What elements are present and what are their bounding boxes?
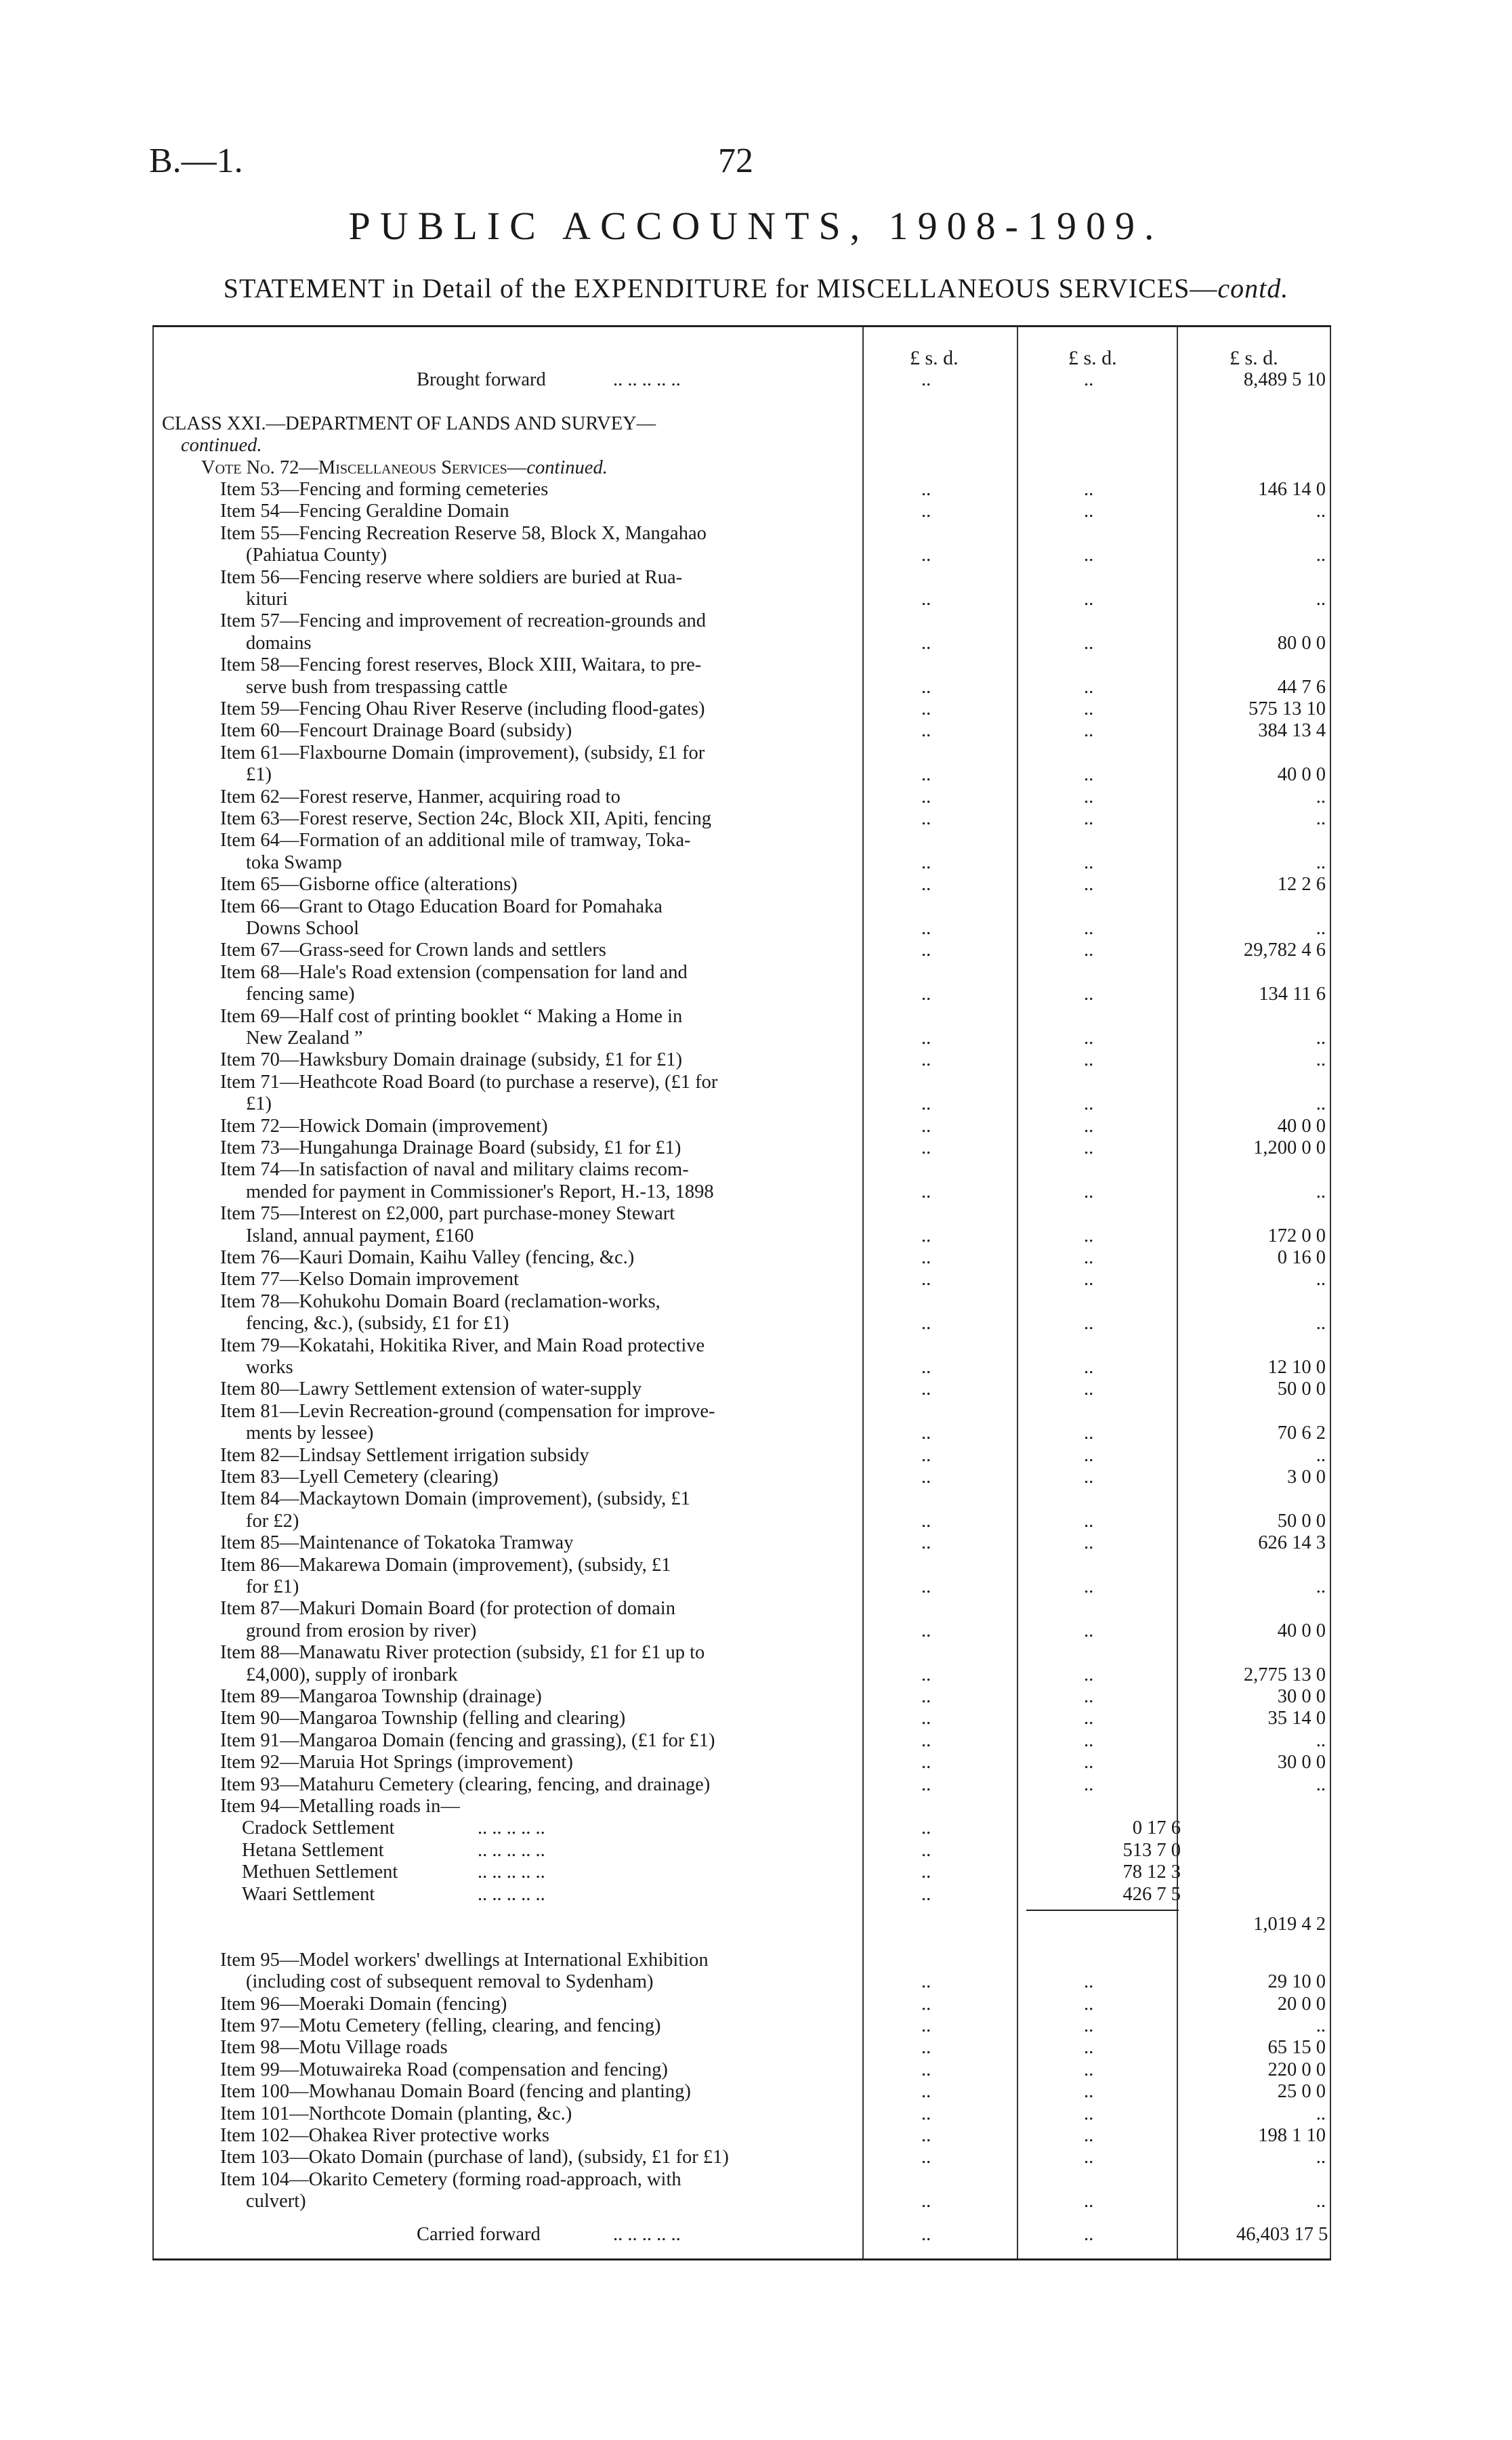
item-total: .. [1316, 851, 1326, 873]
col1-dots: .. [921, 1861, 931, 1883]
item-row-cont: (Pahiatua County) [246, 545, 387, 566]
col1-dots: .. [921, 808, 931, 829]
col1-dots: .. [921, 1247, 931, 1268]
col1-dots: .. [921, 1467, 931, 1488]
column-divider-3 [1177, 327, 1178, 2258]
item-total: .. [1316, 589, 1326, 610]
item-total: 40 0 0 [1277, 1620, 1326, 1641]
col1-dots: .. [921, 851, 931, 873]
col2-dots: .. [1084, 545, 1094, 566]
item-row-text: Item 72—Howick Domain (improvement) [220, 1115, 548, 1137]
item-row-cont: Downs School [246, 918, 360, 939]
item-total: .. [1316, 501, 1326, 522]
item-row-text: Item 53—Fencing and forming cemeteries [220, 479, 549, 500]
metalling-settlement-amount: 513 7 0 [1122, 1839, 1181, 1861]
item-total: .. [1316, 1313, 1326, 1334]
item-row-cont: culvert) [246, 2191, 306, 2212]
col2-dots: .. [1084, 1269, 1094, 1290]
col1-dots: .. [921, 632, 931, 654]
item-total: .. [1316, 786, 1326, 807]
col2-dots: .. [1084, 1115, 1094, 1137]
col1-dots: .. [921, 2037, 931, 2059]
item-total: .. [1316, 2147, 1326, 2168]
item-row-text: Item 82—Lindsay Settlement irrigation subsidy [220, 1444, 589, 1466]
col1-dots: .. [921, 1773, 931, 1795]
class-heading: CLASS XXI.—DEPARTMENT OF LANDS AND SURVEY— [162, 413, 656, 434]
item-row-cont: fencing, &c.), (subsidy, £1 for £1) [246, 1313, 509, 1334]
carried-forward-label: Carried forward [417, 2223, 541, 2245]
col2-dots: .. [1084, 2191, 1094, 2212]
item-row-cont: ments by lessee) [246, 1423, 374, 1444]
col1-dots: .. [921, 1686, 931, 1707]
item-row-text: Item 97—Motu Cemetery (felling, clearing, and fencing) [220, 2015, 661, 2036]
item-row-text: Item 60—Fencourt Drainage Board (subsidy) [220, 720, 572, 742]
col1-dots: .. [921, 2081, 931, 2103]
col1-dots: .. [921, 501, 931, 522]
item-row-text: Item 92—Maruia Hot Springs (improvement) [220, 1752, 573, 1773]
currency-header-col2: £ s. d. [1068, 347, 1117, 369]
item-total: 626 14 3 [1258, 1532, 1326, 1554]
item-row-cont: for £1) [246, 1576, 299, 1597]
item-row-text: Item 69—Half cost of printing booklet “ Making a Home in [220, 1005, 683, 1027]
metalling-settlement-name: Cradock Settlement [242, 1817, 395, 1839]
col2-dots: .. [1084, 1247, 1094, 1268]
item-row-text: Item 54—Fencing Geraldine Domain [220, 501, 509, 522]
col2-dots: .. [1084, 851, 1094, 873]
table-bottom-rule [152, 2258, 1331, 2260]
page-number: 72 [718, 142, 753, 180]
item-total: .. [1316, 918, 1326, 939]
metalling-settlement-amount: 78 12 3 [1122, 1861, 1181, 1883]
item-total: .. [1316, 1729, 1326, 1751]
item-row-text: Item 57—Fencing and improvement of recreation-grounds and [220, 610, 707, 632]
col2-dots: .. [1084, 632, 1094, 654]
subtitle-contd: contd. [1217, 273, 1289, 303]
item-row-text: Item 87—Makuri Domain Board (for protection of domain [220, 1598, 675, 1620]
item-row-text: Item 80—Lawry Settlement extension of water-supply [220, 1379, 642, 1400]
col2-dots: .. [1084, 2223, 1094, 2245]
item-total: .. [1316, 545, 1326, 566]
item-total: .. [1316, 1576, 1326, 1597]
item-row-text: Item 94—Metalling roads in— [220, 1796, 460, 1817]
item-row-cont: Island, annual payment, £160 [246, 1225, 474, 1246]
item-row-text: Item 73—Hungahunga Drainage Board (subsidy, £1 for £1) [220, 1137, 681, 1158]
item-total: 40 0 0 [1277, 764, 1326, 786]
item-total: 172 0 0 [1267, 1225, 1326, 1246]
item-row-text: Item 56—Fencing reserve where soldiers are buried at Rua- [220, 566, 683, 588]
col2-dots: .. [1084, 1444, 1094, 1466]
currency-header-col3: £ s. d. [1230, 347, 1278, 369]
col1-dots: .. [921, 1664, 931, 1685]
item-row-text: Item 102—Ohakea River protective works [220, 2125, 549, 2146]
item-row-text: Item 104—Okarito Cemetery (forming road-approach, with [220, 2168, 681, 2190]
item-row-text: Item 68—Hale's Road extension (compensation for land and [220, 961, 688, 983]
col1-dots: .. [921, 369, 931, 390]
col2-dots: .. [1084, 874, 1094, 896]
col2-dots: .. [1084, 1576, 1094, 1597]
item-total: .. [1316, 1773, 1326, 1795]
item-row-cont: kituri [246, 589, 288, 610]
col1-dots: .. [921, 764, 931, 786]
col1-dots: .. [921, 1729, 931, 1751]
col1-dots: .. [921, 1269, 931, 1290]
item-total: 50 0 0 [1277, 1510, 1326, 1532]
item-total: 30 0 0 [1277, 1686, 1326, 1707]
item-row-cont: (including cost of subsequent removal to Sydenham) [246, 1971, 654, 1993]
item-total: 2,775 13 0 [1243, 1664, 1326, 1685]
item-total: 3 0 0 [1287, 1467, 1326, 1488]
item-total: 35 14 0 [1267, 1708, 1326, 1729]
col2-dots: .. [1084, 589, 1094, 610]
col1-dots: .. [921, 1181, 931, 1202]
item-row-text: Item 58—Fencing forest reserves, Block XIII, Waitara, to pre- [220, 654, 702, 676]
metalling-total: 1,019 4 2 [1253, 1914, 1326, 1935]
metalling-settlement-name: Waari Settlement [242, 1883, 375, 1905]
col1-dots: .. [921, 545, 931, 566]
item-row-cont: domains [246, 632, 312, 654]
item-total: .. [1316, 1444, 1326, 1466]
col2-dots: .. [1084, 1137, 1094, 1158]
col1-dots: .. [921, 698, 931, 719]
col2-dots: .. [1084, 1664, 1094, 1685]
item-row-text: Item 95—Model workers' dwellings at International Exhibition [220, 1949, 709, 1971]
vote-heading-cont: continued. [526, 457, 608, 478]
col2-dots: .. [1084, 1532, 1094, 1554]
metalling-settlement-name: Hetana Settlement [242, 1839, 384, 1861]
item-row-text: Item 67—Grass-seed for Crown lands and settlers [220, 940, 606, 961]
item-row-cont: serve bush from trespassing cattle [246, 676, 508, 698]
carried-forward-total: 46,403 17 5 [1236, 2223, 1328, 2245]
col1-dots: .. [921, 1532, 931, 1554]
col1-dots: .. [921, 786, 931, 807]
item-row-text: Item 61—Flaxbourne Domain (improvement), (subsidy, £1 for [220, 742, 705, 763]
col2-dots: .. [1084, 984, 1094, 1005]
item-row-text: Item 77—Kelso Domain improvement [220, 1269, 519, 1290]
item-total: 25 0 0 [1277, 2081, 1326, 2103]
col2-dots: .. [1084, 1971, 1094, 1993]
col2-dots: .. [1084, 764, 1094, 786]
col2-dots: .. [1084, 1467, 1094, 1488]
item-row-text: Item 99—Motuwaireka Road (compensation and fencing) [220, 2059, 668, 2080]
col1-dots: .. [921, 1313, 931, 1334]
subtitle-main: STATEMENT in Detail of the EXPENDITURE for MISCELLANEOUS SERVICES— [223, 273, 1218, 303]
col2-dots: .. [1084, 369, 1094, 390]
item-row-text: Item 74—In satisfaction of naval and military claims recom- [220, 1159, 689, 1181]
item-row-text: Item 64—Formation of an additional mile of tramway, Toka- [220, 830, 691, 851]
item-row-cont: ground from erosion by river) [246, 1620, 477, 1641]
item-row-cont: for £2) [246, 1510, 299, 1532]
col2-dots: .. [1084, 2037, 1094, 2059]
item-total: 50 0 0 [1277, 1379, 1326, 1400]
currency-header-col1: £ s. d. [910, 347, 959, 369]
col1-dots: .. [921, 874, 931, 896]
col2-dots: .. [1084, 1313, 1094, 1334]
col1-dots: .. [921, 1444, 931, 1466]
item-row-text: Item 63—Forest reserve, Section 24c, Block XII, Apiti, fencing [220, 808, 711, 829]
col1-dots: .. [921, 1225, 931, 1246]
col1-dots: .. [921, 1576, 931, 1597]
item-total: .. [1316, 1093, 1326, 1115]
col1-dots: .. [921, 1752, 931, 1773]
column-divider-2 [1017, 327, 1018, 2258]
item-total: 40 0 0 [1277, 1115, 1326, 1137]
item-row-text: Item 81—Levin Recreation-ground (compensation for improve- [220, 1400, 715, 1422]
item-total: 44 7 6 [1277, 676, 1326, 698]
item-row-cont: toka Swamp [246, 851, 342, 873]
item-row-cont: fencing same) [246, 984, 355, 1005]
col2-dots: .. [1084, 1093, 1094, 1115]
col1-dots: .. [921, 1049, 931, 1071]
item-row-text: Item 88—Manawatu River protection (subsidy, £1 for £1 up to [220, 1642, 705, 1664]
item-row-text: Item 103—Okato Domain (purchase of land), (subsidy, £1 for £1) [220, 2147, 729, 2168]
item-row-text: Item 90—Mangaroa Township (felling and clearing) [220, 1708, 626, 1729]
page-title: PUBLIC ACCOUNTS, 1908-1909. [348, 204, 1164, 248]
brought-forward-total: 8,489 5 10 [1243, 369, 1326, 390]
item-row-text: Item 91—Mangaroa Domain (fencing and grassing), (£1 for £1) [220, 1729, 715, 1751]
item-total: .. [1316, 1049, 1326, 1071]
col2-dots: .. [1084, 1686, 1094, 1707]
col2-dots: .. [1084, 1379, 1094, 1400]
col1-dots: .. [921, 2103, 931, 2124]
col2-dots: .. [1084, 786, 1094, 807]
col2-dots: .. [1084, 1028, 1094, 1049]
item-total: .. [1316, 1028, 1326, 1049]
item-total: .. [1316, 1269, 1326, 1290]
item-row-text: Item 59—Fencing Ohau River Reserve (including flood-gates) [220, 698, 705, 719]
item-row-text: Item 89—Mangaroa Township (drainage) [220, 1686, 542, 1707]
col2-dots: .. [1084, 918, 1094, 939]
col1-dots: .. [921, 2015, 931, 2036]
col1-dots: .. [921, 1839, 931, 1861]
item-row-cont: New Zealand ” [246, 1028, 363, 1049]
item-row-cont: £1) [246, 764, 272, 786]
item-row-text: Item 83—Lyell Cemetery (clearing) [220, 1467, 499, 1488]
col2-dots: .. [1084, 2081, 1094, 2103]
document-code: B.—1. [149, 142, 243, 180]
col1-dots: .. [921, 984, 931, 1005]
item-total: 80 0 0 [1277, 632, 1326, 654]
item-row-text: Item 70—Hawksbury Domain drainage (subsidy, £1 for £1) [220, 1049, 683, 1071]
col2-dots: .. [1084, 2125, 1094, 2146]
col2-dots: .. [1084, 1225, 1094, 1246]
col1-dots: .. [921, 2125, 931, 2146]
col2-dots: .. [1084, 808, 1094, 829]
metalling-settlement-amount: 426 7 5 [1122, 1883, 1181, 1905]
item-total: 134 11 6 [1259, 984, 1326, 1005]
col2-dots: .. [1084, 1049, 1094, 1071]
col2-dots: .. [1084, 1993, 1094, 2015]
item-total: 146 14 0 [1258, 479, 1326, 500]
item-row-text: Item 84—Mackaytown Domain (improvement), (subsidy, £1 [220, 1488, 690, 1510]
metalling-settlement-name: Methuen Settlement [242, 1861, 398, 1883]
col2-dots: .. [1084, 676, 1094, 698]
col1-dots: .. [921, 589, 931, 610]
item-total: 198 1 10 [1258, 2125, 1326, 2146]
col1-dots: .. [921, 1817, 931, 1839]
table-right-border [1330, 327, 1331, 2258]
item-total: .. [1316, 2191, 1326, 2212]
item-row-cont: £4,000), supply of ironbark [246, 1664, 458, 1685]
col2-dots: .. [1084, 1729, 1094, 1751]
subtotal-rule [1026, 1910, 1179, 1911]
vote-heading-main: Vote No. 72—Miscellaneous Services— [201, 457, 527, 478]
col1-dots: .. [921, 1510, 931, 1532]
leader-dots: .. .. .. .. .. [478, 1839, 545, 1861]
col1-dots: .. [921, 1357, 931, 1378]
col1-dots: .. [921, 1993, 931, 2015]
item-row-text: Item 78—Kohukohu Domain Board (reclamation-works, [220, 1290, 660, 1312]
item-row-text: Item 96—Moeraki Domain (fencing) [220, 1993, 507, 2015]
item-total: 29 10 0 [1267, 1971, 1326, 1993]
col1-dots: .. [921, 940, 931, 961]
leader-dots: .. .. .. .. .. [613, 369, 681, 390]
col2-dots: .. [1084, 1510, 1094, 1532]
item-row-text: Item 62—Forest reserve, Hanmer, acquiring road to [220, 786, 621, 807]
item-total: 575 13 10 [1248, 698, 1326, 719]
col1-dots: .. [921, 1883, 931, 1905]
column-divider-1 [862, 327, 864, 2258]
col2-dots: .. [1084, 1752, 1094, 1773]
metalling-settlement-amount: 0 17 6 [1132, 1817, 1181, 1839]
table-left-border [152, 327, 154, 2258]
leader-dots: .. .. .. .. .. [613, 2223, 681, 2245]
col1-dots: .. [921, 676, 931, 698]
col1-dots: .. [921, 1115, 931, 1137]
item-row-text: Item 55—Fencing Recreation Reserve 58, Block X, Mangahao [220, 522, 707, 544]
item-row-text: Item 86—Makarewa Domain (improvement), (subsidy, £1 [220, 1554, 671, 1576]
item-row-cont: £1) [246, 1093, 272, 1115]
item-total: 70 6 2 [1277, 1423, 1326, 1444]
expenditure-table [152, 327, 1331, 2258]
col1-dots: .. [921, 2223, 931, 2245]
leader-dots: .. .. .. .. .. [478, 1861, 545, 1883]
col1-dots: .. [921, 1971, 931, 1993]
item-total: .. [1316, 1181, 1326, 1202]
item-row-text: Item 76—Kauri Domain, Kaihu Valley (fencing, &c.) [220, 1247, 635, 1268]
col1-dots: .. [921, 1028, 931, 1049]
item-row-cont: mended for payment in Commissioner's Report, H.-13, 1898 [246, 1181, 714, 1202]
item-row-text: Item 65—Gisborne office (alterations) [220, 874, 518, 896]
item-total: 1,200 0 0 [1253, 1137, 1326, 1158]
leader-dots: .. .. .. .. .. [478, 1883, 545, 1905]
item-row-text: Item 79—Kokatahi, Hokitika River, and Main Road protective [220, 1334, 705, 1356]
col2-dots: .. [1084, 501, 1094, 522]
leader-dots: .. .. .. .. .. [478, 1817, 545, 1839]
col1-dots: .. [921, 1093, 931, 1115]
col2-dots: .. [1084, 2103, 1094, 2124]
statement-subtitle [0, 272, 1512, 304]
col2-dots: .. [1084, 940, 1094, 961]
vote-heading [201, 457, 608, 479]
col1-dots: .. [921, 2147, 931, 2168]
item-row-text: Item 100—Mowhanau Domain Board (fencing and planting) [220, 2081, 691, 2103]
col1-dots: .. [921, 479, 931, 500]
class-heading-cont: continued. [181, 435, 262, 457]
col1-dots: .. [921, 2191, 931, 2212]
col1-dots: .. [921, 1137, 931, 1158]
col1-dots: .. [921, 1708, 931, 1729]
item-row-text: Item 75—Interest on £2,000, part purchase-money Stewart [220, 1203, 675, 1225]
item-total: .. [1316, 2103, 1326, 2124]
col2-dots: .. [1084, 1708, 1094, 1729]
col2-dots: .. [1084, 2015, 1094, 2036]
col1-dots: .. [921, 918, 931, 939]
item-row-text: Item 66—Grant to Otago Education Board for Pomahaka [220, 896, 663, 917]
item-total: 30 0 0 [1277, 1752, 1326, 1773]
col1-dots: .. [921, 2059, 931, 2080]
col2-dots: .. [1084, 2147, 1094, 2168]
item-row-text: Item 101—Northcote Domain (planting, &c.) [220, 2103, 572, 2124]
col1-dots: .. [921, 1423, 931, 1444]
item-total: 29,782 4 6 [1243, 940, 1326, 961]
item-total: 20 0 0 [1277, 1993, 1326, 2015]
item-row-text: Item 85—Maintenance of Tokatoka Tramway [220, 1532, 574, 1554]
col1-dots: .. [921, 1379, 931, 1400]
item-row-text: Item 71—Heathcote Road Board (to purchase a reserve), (£1 for [220, 1071, 718, 1093]
item-total: 220 0 0 [1267, 2059, 1326, 2080]
col1-dots: .. [921, 720, 931, 742]
item-total: 12 2 6 [1277, 874, 1326, 896]
item-total: .. [1316, 2015, 1326, 2036]
col2-dots: .. [1084, 2059, 1094, 2080]
col2-dots: .. [1084, 1181, 1094, 1202]
brought-forward-label: Brought forward [417, 369, 546, 390]
item-total: .. [1316, 808, 1326, 829]
col2-dots: .. [1084, 1423, 1094, 1444]
col2-dots: .. [1084, 479, 1094, 500]
item-row-text: Item 93—Matahuru Cemetery (clearing, fencing, and drainage) [220, 1773, 711, 1795]
col2-dots: .. [1084, 720, 1094, 742]
item-total: 65 15 0 [1267, 2037, 1326, 2059]
item-total: 384 13 4 [1258, 720, 1326, 742]
item-total: 0 16 0 [1277, 1247, 1326, 1268]
col2-dots: .. [1084, 698, 1094, 719]
col1-dots: .. [921, 1620, 931, 1641]
item-row-cont: works [246, 1357, 293, 1378]
item-total: 12 10 0 [1267, 1357, 1326, 1378]
col2-dots: .. [1084, 1620, 1094, 1641]
col2-dots: .. [1084, 1357, 1094, 1378]
col2-dots: .. [1084, 1773, 1094, 1795]
item-row-text: Item 98—Motu Village roads [220, 2037, 448, 2059]
